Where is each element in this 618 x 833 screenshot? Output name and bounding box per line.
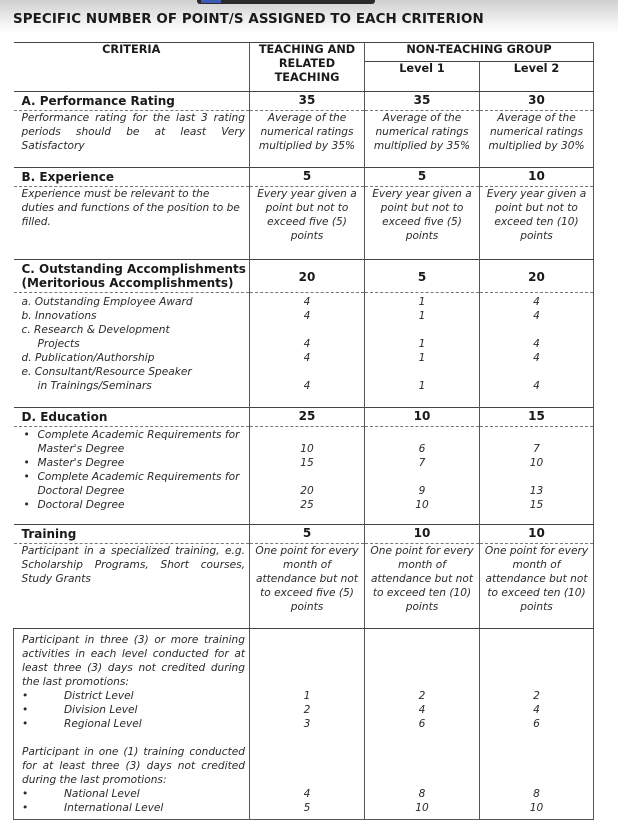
performance-detail-level1: Average of the numerical ratings multiplied by 35% [373, 112, 471, 152]
section-performance-title-row [14, 92, 594, 111]
bullet-icon: • [22, 690, 29, 702]
accomplishments-values-level1 [365, 295, 479, 393]
bullet-icon: • [23, 429, 30, 441]
level-regional: Regional Level [64, 718, 142, 730]
accomplishments-items-list [14, 295, 250, 393]
section-experience-detail-row [14, 187, 594, 260]
value: 15 [300, 457, 314, 469]
single-activity-description: Participant in one (1) training conducted for at least three (3) days not credited during the last promotions: [22, 746, 245, 786]
section-experience-title-row [14, 168, 594, 187]
accomplishments-title-line1: C. Outstanding Accomplishments [21, 262, 246, 276]
value: 4 [533, 704, 540, 716]
value: 1 [418, 352, 426, 364]
header-level-1: Level 1 [365, 62, 480, 92]
performance-points-level2: 30 [480, 92, 594, 111]
value: 1 [418, 310, 426, 322]
value: 7 [418, 457, 426, 469]
education-points-level2: 15 [480, 408, 594, 427]
header-level-2: Level 2 [480, 62, 594, 92]
value: 4 [303, 352, 311, 364]
education-values-level1 [365, 442, 479, 512]
section-training-title: Training [14, 525, 250, 544]
accomplishment-item-a: a. Outstanding Employee Award [21, 296, 193, 308]
level-national: National Level [64, 788, 140, 800]
training-description: Participant in a specialized training, e.g. Scholarship Programs, Short courses, Study Grants [21, 545, 245, 585]
section-accomplishments-title [14, 260, 250, 293]
value: 1 [418, 380, 426, 392]
education-points-level1: 10 [365, 408, 480, 427]
value: 6 [533, 718, 540, 730]
value: 5 [303, 802, 311, 814]
education-item-car-doctoral: Complete Academic Requirements for [37, 471, 240, 483]
value: 4 [303, 788, 311, 800]
section-experience-title: B. Experience [14, 168, 250, 187]
education-item-masters: Master's Degree [37, 457, 125, 469]
experience-points-level2: 10 [480, 168, 594, 187]
level-division: Division Level [64, 704, 138, 716]
header-criteria: CRITERIA [14, 43, 250, 92]
section-education-title: D. Education [14, 408, 250, 427]
value: 1 [418, 338, 426, 350]
value: 4 [303, 380, 311, 392]
performance-description: Performance rating for the last 3 rating periods should be at least Very Satisfactory [21, 112, 245, 152]
accomplishments-points-teaching: 20 [250, 260, 365, 293]
accomplishments-values-teaching [250, 295, 364, 393]
bullet-icon: • [23, 457, 30, 469]
accomplishments-values-level2 [480, 295, 593, 393]
value: 10 [415, 802, 429, 814]
education-item-car-masters-cont: Master's Degree [37, 443, 125, 455]
multi-activity-levels [14, 689, 249, 731]
level-international: International Level [64, 802, 164, 814]
bullet-icon: • [22, 718, 29, 730]
performance-points-level1: 35 [365, 92, 480, 111]
multi-activity-description: Participant in three (3) or more training activities in each level conducted for at least three (3) days not credited during the last promotions: [22, 634, 245, 688]
single-activity-levels [14, 787, 249, 815]
value: 10 [415, 499, 429, 511]
accomplishments-title-line2: (Meritorious Accomplishments) [21, 276, 234, 290]
value: 1 [418, 296, 426, 308]
criteria-points-table [13, 42, 594, 820]
education-item-car-doctoral-cont: Doctoral Degree [37, 485, 125, 497]
top-bar-accent [201, 0, 221, 3]
training-levels-values-level2 [480, 689, 593, 815]
training-detail-level1: One point for every month of attendance but not to exceed ten (10) points [370, 545, 474, 613]
value: 10 [300, 443, 314, 455]
accomplishment-item-c: c. Research & Development [21, 324, 170, 336]
accomplishment-item-e: e. Consultant/Resource Speaker [21, 366, 192, 378]
value: 3 [303, 718, 311, 730]
value: 4 [418, 704, 426, 716]
performance-detail-level2: Average of the numerical ratings multiplied by 30% [488, 112, 585, 152]
training-points-level2: 10 [480, 525, 594, 544]
education-values-level2 [480, 442, 593, 512]
experience-detail-teaching: Every year given a point but not to exceed five (5) points [257, 188, 357, 242]
section-education-items-row [14, 427, 594, 525]
section-training-detail-row [14, 544, 594, 629]
experience-points-level1: 5 [365, 168, 480, 187]
bullet-icon: • [23, 499, 30, 511]
training-levels-values-teaching [250, 689, 364, 815]
experience-points-teaching: 5 [250, 168, 365, 187]
value: 2 [533, 690, 540, 702]
education-item-car-masters: Complete Academic Requirements for [37, 429, 240, 441]
accomplishment-item-c-cont: Projects [37, 338, 80, 350]
value: 25 [300, 499, 314, 511]
value: 10 [529, 802, 544, 814]
value: 20 [300, 485, 314, 497]
value: 7 [533, 443, 540, 455]
value: 9 [418, 485, 426, 497]
value: 4 [303, 338, 311, 350]
experience-description: Experience must be relevant to the duties and functions of the position to be filled. [21, 188, 240, 228]
value: 15 [529, 499, 544, 511]
section-training-title-row [14, 525, 594, 544]
education-item-doctoral: Doctoral Degree [37, 499, 125, 511]
education-items-list [14, 428, 250, 512]
value: 10 [529, 457, 544, 469]
value: 6 [418, 443, 426, 455]
section-accomplishments-title-row [14, 260, 594, 293]
value: 4 [533, 352, 540, 364]
education-points-teaching: 25 [250, 408, 365, 427]
section-accomplishments-items-row [14, 293, 594, 408]
value: 4 [533, 296, 540, 308]
bullet-icon: • [22, 788, 29, 800]
value: 4 [533, 380, 540, 392]
training-points-teaching: 5 [250, 525, 365, 544]
header-teaching: TEACHING AND RELATED TEACHING [250, 43, 365, 92]
value: 13 [529, 485, 544, 497]
section-performance-detail-row [14, 111, 594, 168]
bullet-icon: • [22, 704, 29, 716]
value: 2 [418, 690, 426, 702]
performance-points-teaching: 35 [250, 92, 365, 111]
training-levels-values-level1 [365, 689, 479, 815]
education-values-teaching [250, 442, 364, 512]
section-performance-title: A. Performance Rating [14, 92, 250, 111]
value: 4 [533, 310, 540, 322]
accomplishment-item-b: b. Innovations [21, 310, 97, 322]
section-education-title-row [14, 408, 594, 427]
training-detail-teaching: One point for every month of attendance but not to exceed five (5) points [255, 545, 359, 613]
window-top-bar [197, 0, 375, 4]
table-header-row [14, 43, 594, 62]
page-title: SPECIFIC NUMBER OF POINT/S ASSIGNED TO EACH CRITERION [13, 12, 484, 27]
accomplishment-item-e-cont: in Trainings/Seminars [37, 380, 152, 392]
value: 4 [303, 310, 311, 322]
level-district: District Level [64, 690, 134, 702]
experience-detail-level2: Every year given a point but not to exceed ten (10) points [486, 188, 587, 242]
training-points-level1: 10 [365, 525, 480, 544]
bullet-icon: • [22, 802, 29, 814]
value: 4 [533, 338, 540, 350]
value: 6 [418, 718, 426, 730]
value: 8 [533, 788, 540, 800]
bullet-icon: • [23, 471, 30, 483]
experience-detail-level1: Every year given a point but not to exceed five (5) points [372, 188, 472, 242]
value: 2 [303, 704, 311, 716]
section-training-levels-row [14, 629, 594, 820]
value: 1 [303, 690, 311, 702]
performance-detail-teaching: Average of the numerical ratings multiplied by 35% [258, 112, 356, 152]
accomplishment-item-d: d. Publication/Authorship [21, 352, 155, 364]
value: 8 [418, 788, 426, 800]
value: 4 [303, 296, 311, 308]
header-non-teaching-group: NON-TEACHING GROUP [365, 43, 594, 62]
accomplishments-points-level2: 20 [480, 260, 594, 293]
training-detail-level2: One point for every month of attendance but not to exceed ten (10) points [484, 545, 589, 613]
accomplishments-points-level1: 5 [365, 260, 480, 293]
